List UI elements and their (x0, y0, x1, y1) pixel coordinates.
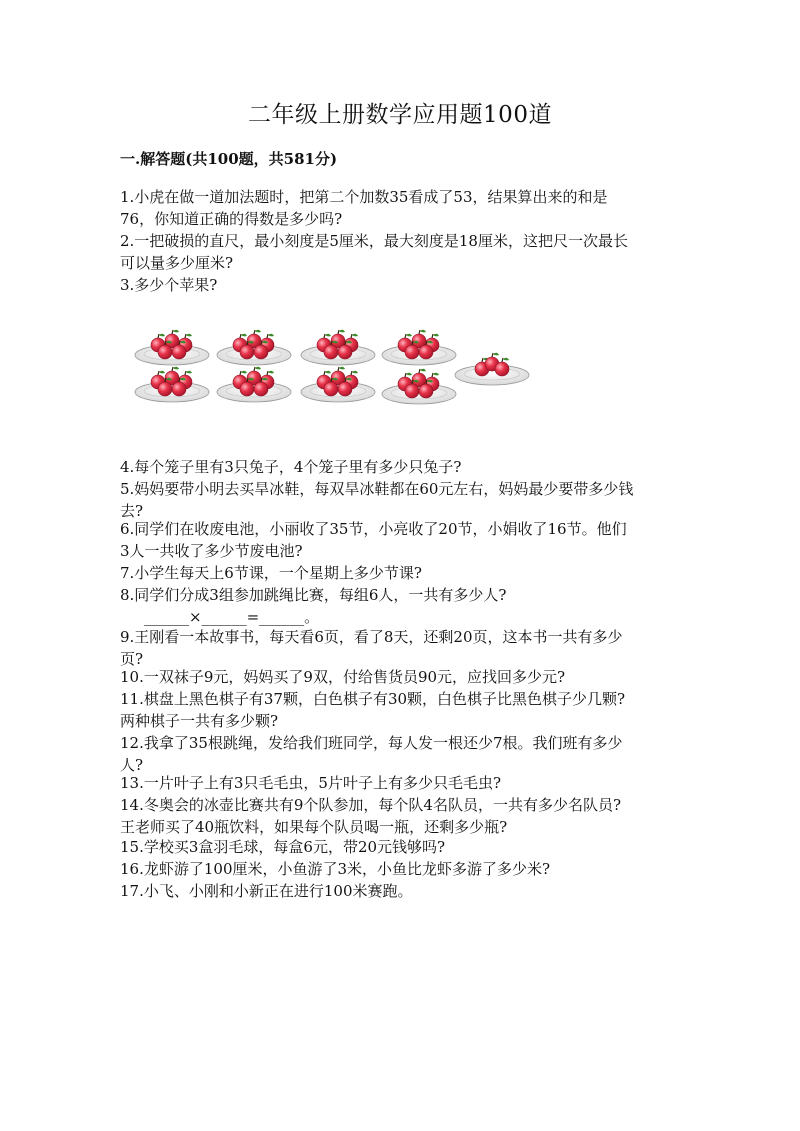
question-5 (120, 478, 690, 522)
question-line: 76，你知道正确的得数是多少吗? (120, 210, 343, 228)
question-line: 3人一共收了多少节废电池? (120, 542, 303, 560)
apple-plate (382, 369, 456, 404)
question-2 (120, 230, 690, 274)
question-line: 两种棋子一共有多少颗? (120, 712, 279, 730)
section-heading: 一.解答题(共100题，共581分) (120, 150, 338, 168)
apple-plate (455, 353, 529, 385)
question-line: 1.小虎在做一道加法题时，把第二个加数35看成了53，结果算出来的和是 (120, 188, 608, 206)
apple-plate (135, 367, 209, 402)
question-line: 8.同学们分成3组参加跳绳比赛，每组6人，一共有多少人? (120, 586, 507, 604)
question-line: 15.学校买3盒羽毛球，每盒6元，带20元钱够吗? (120, 838, 446, 856)
question-line: 可以量多少厘米? (120, 254, 234, 272)
apple-plate (217, 330, 291, 365)
question-line: 11.棋盘上黑色棋子有37颗，白色棋子有30颗，白色棋子比黑色棋子少几颗? (120, 690, 626, 708)
question-line: 14.冬奥会的冰壶比赛共有9个队参加，每个队4名队员，一共有多少名队员? (120, 796, 621, 814)
apple-plate (301, 367, 375, 402)
question-line: 9.王刚看一本故事书，每天看6页，看了8天，还剩20页，这本书一共有多少 (120, 628, 623, 646)
question-9 (120, 626, 690, 670)
question-11 (120, 688, 690, 732)
question-15 (120, 836, 690, 858)
question-line: 4.每个笼子里有3只兔子，4个笼子里有多少只兔子? (120, 458, 462, 476)
question-line: 5.妈妈要带小明去买旱冰鞋，每双旱冰鞋都在60元左右，妈妈最少要带多少钱 (120, 480, 634, 498)
question-8 (120, 584, 690, 628)
question-line: 王老师买了40瓶饮料，如果每个队员喝一瓶，还剩多少瓶? (120, 818, 508, 836)
question-4 (120, 456, 690, 478)
question-line: 17.小飞、小刚和小新正在进行100米赛跑。 (120, 882, 413, 900)
question-12 (120, 732, 690, 776)
question-line: 13.一片叶子上有3只毛毛虫，5片叶子上有多少只毛毛虫? (120, 774, 501, 792)
apple-plates-figure (132, 322, 532, 418)
question-line: 人? (120, 756, 144, 774)
question-line: 6.同学们在收废电池，小丽收了35节，小亮收了20节，小娟收了16节。他们 (120, 520, 627, 538)
question-line: 12.我拿了35根跳绳，发给我们班同学，每人发一根还少7根。我们班有多少 (120, 734, 623, 752)
question-line: 2.一把破损的直尺，最小刻度是5厘米，最大刻度是18厘米，这把尺一次最长 (120, 232, 628, 250)
question-line: 16.龙虾游了100厘米，小鱼游了3米，小鱼比龙虾多游了多少米? (120, 860, 551, 878)
question-line: 去? (120, 502, 144, 520)
question-13 (120, 772, 690, 794)
question-1 (120, 186, 690, 230)
question-16 (120, 858, 690, 880)
question-6 (120, 518, 690, 562)
apple-plate (382, 330, 456, 365)
question-10 (120, 666, 690, 688)
question-7 (120, 562, 690, 584)
question-line: 页? (120, 650, 144, 668)
apple-plate (217, 367, 291, 402)
question-14 (120, 794, 690, 838)
fill-in-blank[interactable]: ______×______=______。 (144, 608, 320, 626)
page-title: 二年级上册数学应用题100道 (248, 102, 552, 128)
apple-plate (135, 330, 209, 365)
apple-plate (301, 330, 375, 365)
plate-row-2 (135, 367, 456, 404)
question-line: 3.多少个苹果? (120, 276, 218, 294)
question-17 (120, 880, 690, 902)
question-line: 7.小学生每天上6节课，一个星期上多少节课? (120, 564, 422, 582)
question-line: 10.一双袜子9元，妈妈买了9双，付给售货员90元，应找回多少元? (120, 668, 566, 686)
question-3 (120, 274, 690, 296)
